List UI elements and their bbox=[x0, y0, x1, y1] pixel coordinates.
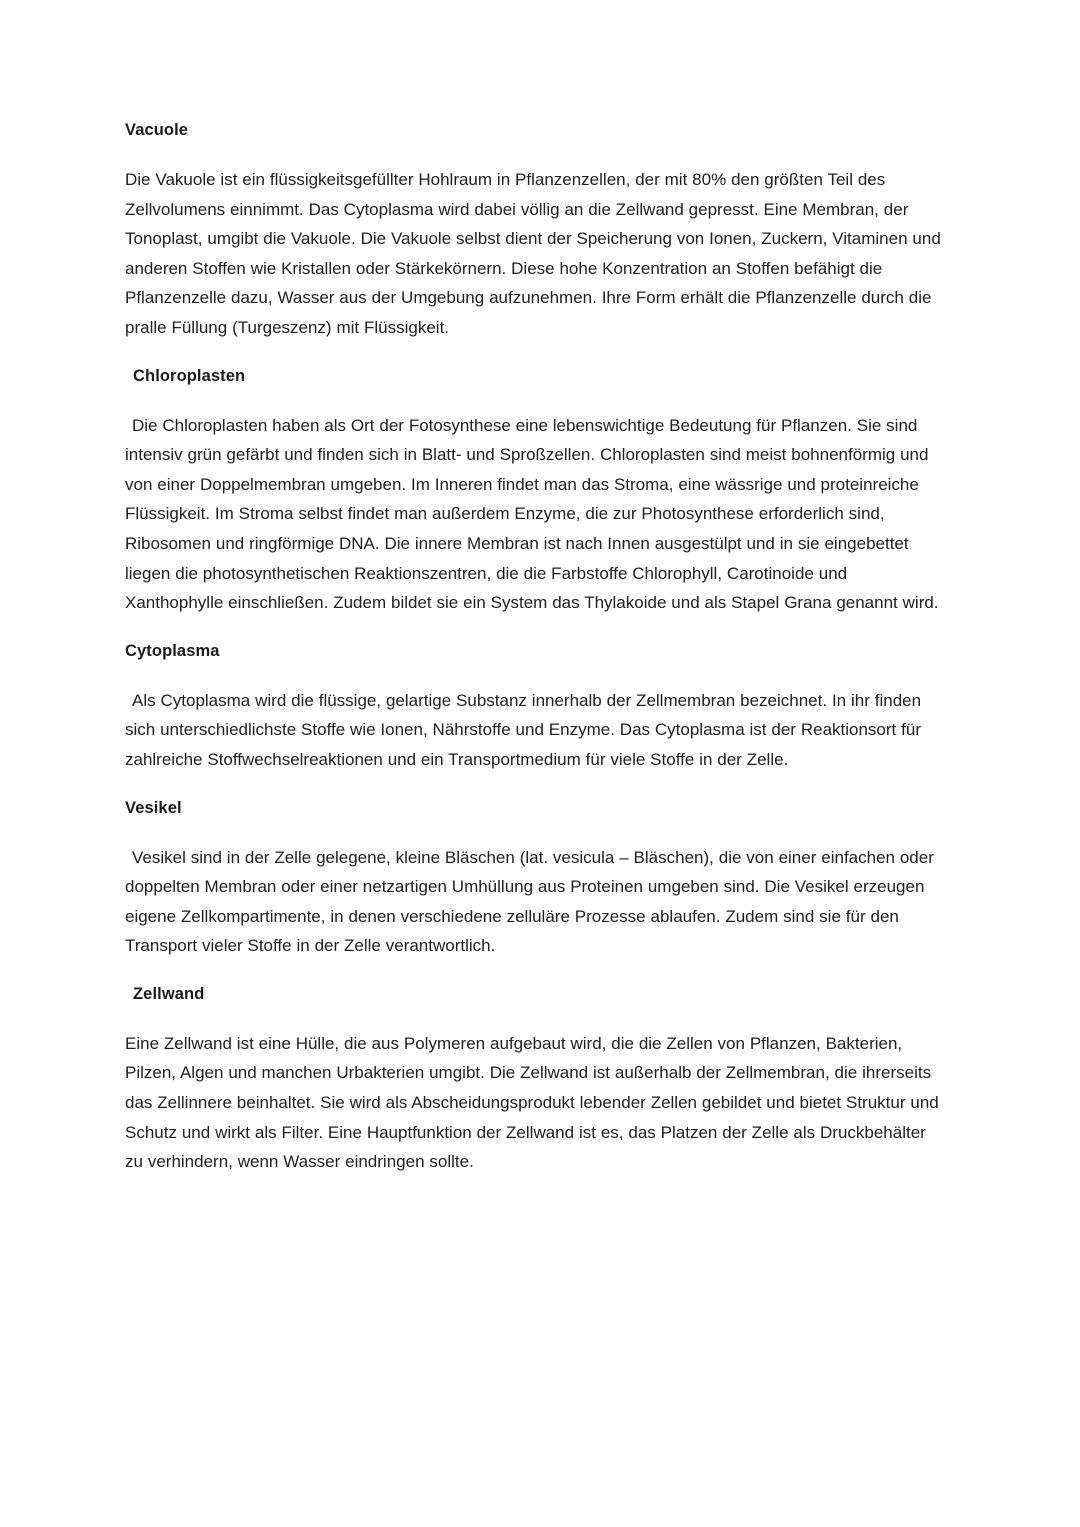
section-heading-vesikel: Vesikel bbox=[125, 798, 182, 817]
section-heading-cytoplasma: Cytoplasma bbox=[125, 641, 220, 660]
section-heading-vacuole: Vacuole bbox=[125, 121, 189, 139]
section-paragraph-vesikel: Vesikel sind in der Zelle gelegene, kleine Bläschen (lat. vesicula – Bläschen), die von einer einfachen oder doppelten Membran oder einer netzartigen Umhüllung aus Proteinen umgeben sind. Die Vesikel erzeugen eigene Zellkompartimente, in denen verschiedene zelluläre Prozesse ablaufen. Zudem sind sie für den Transport vieler Stoffe in der Zelle verantwortlich. bbox=[125, 847, 939, 956]
section-vesikel bbox=[125, 796, 946, 961]
section-cytoplasma bbox=[125, 639, 946, 775]
section-paragraph-zellwand: Eine Zellwand ist eine Hülle, die aus Polymeren aufgebaut wird, die die Zellen von Pflanzen, Bakterien, Pilzen, Algen und manchen Urbakterien umgibt. Die Zellwand ist außerhalb der Zellmembran, die ihrerseits das Zellinnere beinhaltet. Sie wird als Abscheidungsprodukt lebender Zellen gebildet und bietet Struktur und Schutz und wirkt als Filter. Eine Hauptfunktion der Zellwand ist es, das Platzen der Zelle als Druckbehälter zu verhindern, wenn Wasser eindringen sollte. bbox=[125, 1033, 944, 1172]
document-body bbox=[125, 118, 946, 1177]
section-paragraph-chloroplasten: Die Chloroplasten haben als Ort der Fotosynthese eine lebenswichtige Bedeutung für Pflanzen. Sie sind intensiv grün gefärbt und finden sich in Blatt- und Sproßzellen. Chloroplasten sind meist bohnenförmig und von einer Doppelmembran umgeben. Im Inneren findet man das Stroma, eine wässrige und proteinreiche Flüssigkeit. Im Stroma selbst findet man außerdem Enzyme, die zur Photosynthese erforderlich sind, Ribosomen und ringförmige DNA. Die innere Membran ist nach Innen ausgestülpt und in sie eingebettet liegen die photosynthetischen Reaktionszentren, die die Farbstoffe Chlorophyll, Carotinoide und Xanthophylle einschließen. Zudem bildet sie ein System das Thylakoide und als Stapel Grana genannt wird. bbox=[125, 415, 939, 613]
section-zellwand bbox=[125, 982, 946, 1177]
section-heading-zellwand: Zellwand bbox=[133, 984, 205, 1003]
section-heading-chloroplasten: Chloroplasten bbox=[133, 366, 246, 385]
section-paragraph-cytoplasma: Als Cytoplasma wird die flüssige, gelartige Substanz innerhalb der Zellmembran bezeichnet. In ihr finden sich unterschiedlichste Stoffe wie Ionen, Nährstoffe und Enzyme. Das Cytoplasma ist der Reaktionsort für zahlreiche Stoffwechselreaktionen und ein Transportmedium für viele Stoffe in der Zelle. bbox=[125, 690, 926, 769]
section-chloroplasten bbox=[125, 364, 946, 618]
section-vacuole bbox=[125, 118, 946, 343]
section-paragraph-vacuole: Die Vakuole ist ein flüssigkeitsgefüllter Hohlraum in Pflanzenzellen, der mit 80% den größten Teil des Zellvolumens einnimmt. Das Cytoplasma wird dabei völlig an die Zellwand gepresst. Eine Membran, der Tonoplast, umgibt die Vakuole. Die Vakuole selbst dient der Speicherung von Ionen, Zuckern, Vitaminen und anderen Stoffen wie Kristallen oder Stärkekörnern. Diese hohe Konzentration an Stoffen befähigt die Pflanzenzelle dazu, Wasser aus der Umgebung aufzunehmen. Ihre Form erhält die Pflanzenzelle durch die pralle Füllung (Turgeszenz) mit Flüssigkeit. bbox=[125, 170, 946, 337]
